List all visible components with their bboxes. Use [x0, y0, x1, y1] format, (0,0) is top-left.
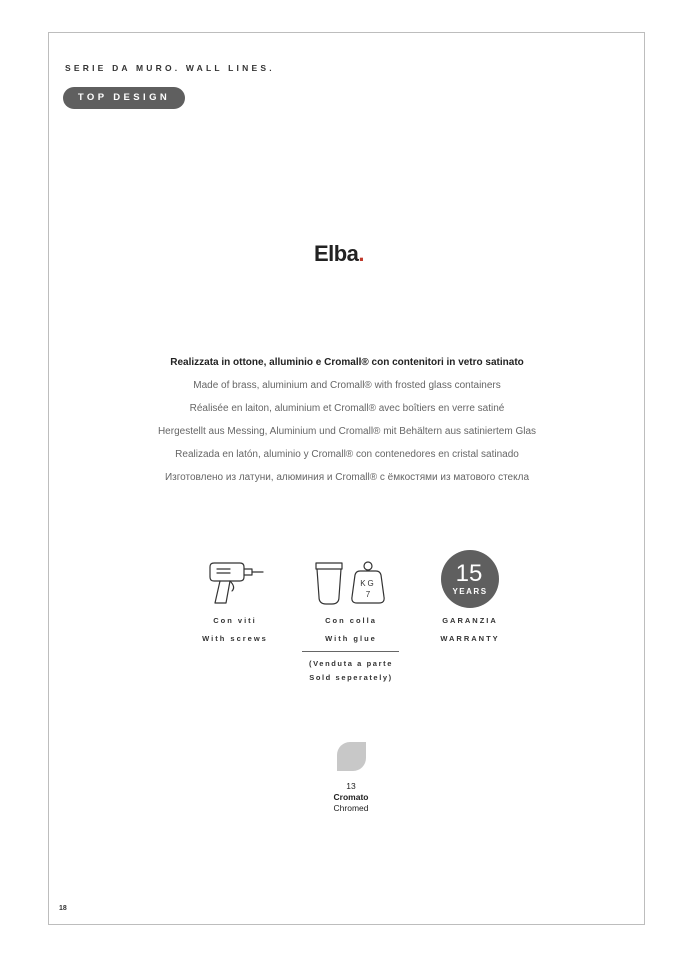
- description-es: Realizada en latón, aluminio y Cromall® con contenedores en cristal satinado: [175, 449, 519, 460]
- product-name: Elba: [313, 241, 359, 266]
- warranty-label-it: GARANZIA: [442, 616, 498, 625]
- warranty-years-number: 15: [455, 560, 483, 587]
- series-label: SERIE DA MURO. WALL LINES.: [65, 63, 275, 73]
- glue-label-it: Con colla: [325, 616, 377, 625]
- finish-name-it: Cromato: [333, 792, 369, 802]
- drill-icon: [206, 561, 268, 607]
- warranty-circle-icon: [440, 549, 500, 609]
- description-it: Realizzata in ottone, alluminio e Cromall® con contenitori in vetro satinato: [170, 357, 524, 368]
- finish-swatch: [337, 742, 366, 771]
- description-de: Hergestellt aus Messing, Aluminium und Cromall® mit Behältern aus satiniertem Glas: [157, 426, 537, 437]
- warranty-years-label: YEARS: [452, 587, 488, 596]
- description-fr: Réalisée en laiton, aluminium et Cromall® avec boîtiers en verre satiné: [189, 403, 505, 414]
- glue-label-en: With glue: [325, 634, 377, 643]
- page-number: 18: [59, 905, 67, 912]
- kg-value: 7: [365, 590, 371, 599]
- top-design-badge: TOP DESIGN: [63, 87, 185, 109]
- warranty-label-en: WARRANTY: [440, 634, 500, 643]
- sold-separately-en: Sold seperately): [309, 673, 393, 682]
- product-title: [0, 241, 678, 267]
- sold-separately-it: (Venduta a parte: [309, 659, 393, 668]
- glue-tube-icon: [313, 561, 345, 607]
- screws-label-en: With screws: [202, 634, 268, 643]
- glue-divider: [302, 651, 399, 652]
- product-name-dot: .: [358, 241, 365, 266]
- finish-code: 13: [346, 781, 356, 791]
- finish-name-en: Chromed: [333, 803, 369, 813]
- kg-label: KG: [360, 579, 376, 588]
- description-en: Made of brass, aluminium and Cromall® with frosted glass containers: [193, 380, 501, 391]
- kg-weight-icon: [349, 560, 387, 606]
- description-ru: Изготовлено из латуни, алюминия и Cromall® с ёмкостями из матового стекла: [164, 472, 530, 483]
- screws-label-it: Con viti: [213, 616, 257, 625]
